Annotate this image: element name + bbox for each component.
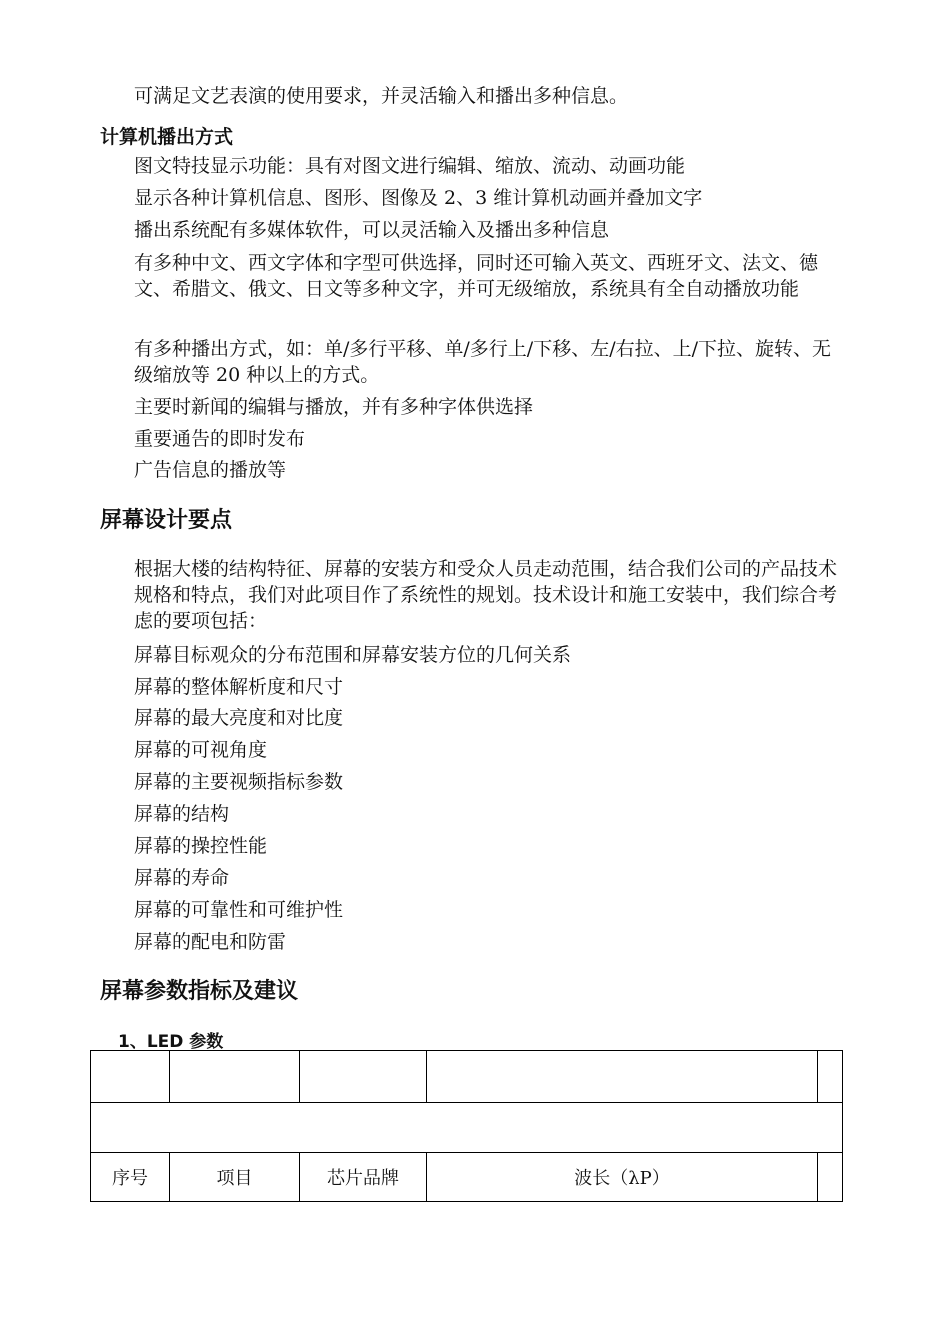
header-cell-extra <box>818 1153 843 1202</box>
list-item: 屏幕的可靠性和可维护性 <box>134 899 344 921</box>
list-item: 屏幕目标观众的分布范围和屏幕安装方位的几何关系 <box>134 644 572 666</box>
header-cell-chip-brand: 芯片品牌 <box>300 1153 427 1202</box>
list-item: 主要时新闻的编辑与播放，并有多种字体供选择 <box>134 396 534 418</box>
list-item: 图文特技显示功能：具有对图文进行编辑、缩放、流动、动画功能 <box>134 155 686 177</box>
list-item: 屏幕的结构 <box>134 803 230 825</box>
table-cell <box>91 1051 170 1103</box>
list-item: 屏幕的寿命 <box>134 867 230 889</box>
table-cell <box>91 1103 843 1153</box>
section-title-design: 屏幕设计要点 <box>100 508 233 533</box>
list-item: 重要通告的即时发布 <box>134 428 306 450</box>
header-cell-wavelength: 波长（λP） <box>427 1153 818 1202</box>
table-cell <box>818 1051 843 1103</box>
section-title-computer: 计算机播出方式 <box>100 126 234 148</box>
list-item: 屏幕的操控性能 <box>134 835 268 857</box>
list-item: 屏幕的最大亮度和对比度 <box>134 707 344 729</box>
table-cell <box>300 1051 427 1103</box>
table-title: 1、LED 参数 <box>118 1032 224 1052</box>
header-cell-index: 序号 <box>91 1153 170 1202</box>
header-cell-item: 项目 <box>170 1153 300 1202</box>
list-item: 广告信息的播放等 <box>134 459 287 481</box>
list-item: 有多种播出方式，如：单/多行平移、单/多行上/下移、左/右拉、上/下拉、旋转、无级缩放等 20 种以上的方式。 <box>134 338 832 386</box>
design-paragraph: 根据大楼的结构特征、屏幕的安装方和受众人员走动范围，结合我们公司的产品技术规格和特点，我们对此项目作了系统性的规划。技术设计和施工安装中，我们综合考虑的要项包括： <box>134 558 838 632</box>
led-params-table <box>90 1050 843 1202</box>
table-row <box>91 1103 843 1153</box>
list-item: 屏幕的配电和防雷 <box>134 931 287 953</box>
section-title-params: 屏幕参数指标及建议 <box>100 979 299 1004</box>
list-item: 有多种中文、西文字体和字型可供选择，同时还可输入英文、西班牙文、法文、德文、希腊文、俄文、日文等多种文字，并可无级缩放，系统具有全自动播放功能 <box>134 252 819 300</box>
table-row <box>91 1051 843 1103</box>
list-item: 屏幕的主要视频指标参数 <box>134 771 344 793</box>
table-cell <box>170 1051 300 1103</box>
intro-line: 可满足文艺表演的使用要求，并灵活输入和播出多种信息。 <box>134 85 629 107</box>
list-item: 屏幕的整体解析度和尺寸 <box>134 676 344 698</box>
table-header-row <box>91 1153 843 1202</box>
list-item: 屏幕的可视角度 <box>134 739 268 761</box>
table-cell <box>427 1051 818 1103</box>
list-item: 显示各种计算机信息、图形、图像及 2、3 维计算机动画并叠加文字 <box>134 187 703 209</box>
list-item: 播出系统配有多媒体软件，可以灵活输入及播出多种信息 <box>134 219 610 241</box>
